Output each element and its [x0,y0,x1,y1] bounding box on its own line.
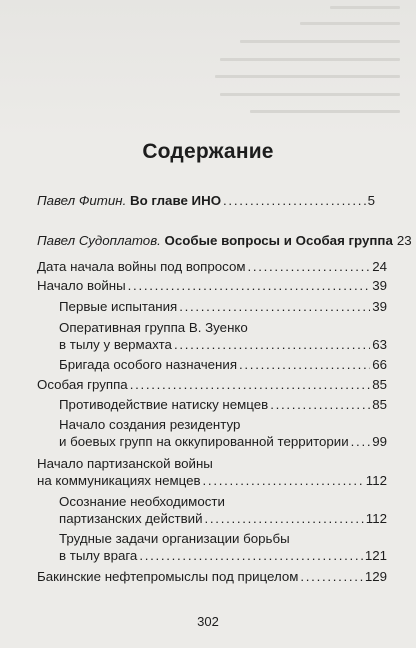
page-ref: 23 [396,233,412,248]
toc-entry[interactable] [37,258,387,275]
toc-entry-label: Дата начала войны под вопросом [37,259,246,274]
contents-heading: Содержание [142,140,274,163]
page-ref: 39 [372,299,387,314]
page-ref: 85 [372,377,387,392]
toc-entry-label: в тылу у вермахта [59,337,172,352]
toc-section-label [37,192,221,209]
page-ref: 129 [364,569,387,584]
dot-leader [270,396,370,413]
page-ref: 66 [372,357,387,372]
toc-entry-label: и боевых групп на оккупированной территории [59,434,349,449]
bleed-through-area [0,0,416,140]
toc-subentry[interactable] [59,356,387,373]
bleed-through-line [215,75,400,78]
page-ref: 24 [372,259,387,274]
page-ref: 63 [372,337,387,352]
toc-subentry-line1: Осознание необходимости [59,494,225,509]
dot-leader [130,376,371,393]
page-ref: 121 [364,548,387,563]
toc-subentry[interactable] [59,336,387,353]
toc-entry[interactable] [37,277,387,294]
toc-entry[interactable] [37,376,387,393]
toc-entry-line1: Начало партизанской войны [37,456,213,471]
page-number: 302 [197,614,219,629]
bleed-through-line [250,110,400,113]
page-ref: 5 [367,193,375,208]
toc-entry-label: партизанских действий [59,511,203,526]
page-ref: 99 [372,434,387,449]
section-author: Павел Фитин. [37,193,127,208]
dot-leader [351,433,371,450]
toc-entry[interactable] [37,568,387,585]
toc-entry-label: на коммуникациях немцев [37,473,201,488]
toc-subentry-line1: Начало создания резидентур [59,417,241,432]
bleed-through-line [220,93,400,96]
dot-leader [128,277,371,294]
toc-entry-label: Бригада особого назначения [59,357,238,372]
toc-section-sudoplatov[interactable] [37,232,412,249]
bleed-through-line [330,6,400,9]
section-title: Во главе ИНО [129,193,222,208]
toc-subentry-line1: Оперативная группа В. Зуенко [59,320,248,335]
toc-subentry-line1: Трудные задачи организации борьбы [59,531,290,546]
dot-leader [179,298,370,315]
section-author: Павел Судоплатов. [37,233,161,248]
dot-leader [300,568,362,585]
toc-subentry[interactable] [59,396,387,413]
toc-entry-label: Бакинские нефтепромыслы под прицелом [37,569,299,584]
page-ref: 112 [365,511,387,526]
toc-subentry[interactable] [59,433,387,450]
toc-subentry[interactable] [59,510,387,527]
toc-section-label [37,232,393,249]
toc-entry-label: Противодействие натиску немцев [59,397,269,412]
dot-leader [203,472,364,489]
dot-leader [223,192,366,209]
toc-entry-label: Начало войны [37,278,126,293]
toc-entry-label: Первые испытания [59,299,178,314]
section-title: Особые вопросы и Особая группа [164,233,393,248]
toc-subentry[interactable] [59,298,387,315]
dot-leader [247,258,370,275]
toc-entry-label: Особая группа [37,377,128,392]
bleed-through-line [300,22,400,25]
bleed-through-line [220,58,400,61]
dot-leader [205,510,364,527]
dot-leader [139,547,362,564]
page-ref: 39 [372,278,387,293]
page-ref: 112 [365,473,387,488]
toc-entry-label: в тылу врага [59,548,138,563]
dot-leader [174,336,370,353]
dot-leader [239,356,370,373]
toc-section-fitin[interactable] [37,192,375,209]
toc-entry[interactable] [37,472,387,489]
bleed-through-line [240,40,400,43]
page-ref: 85 [372,397,387,412]
toc-subentry[interactable] [59,547,387,564]
